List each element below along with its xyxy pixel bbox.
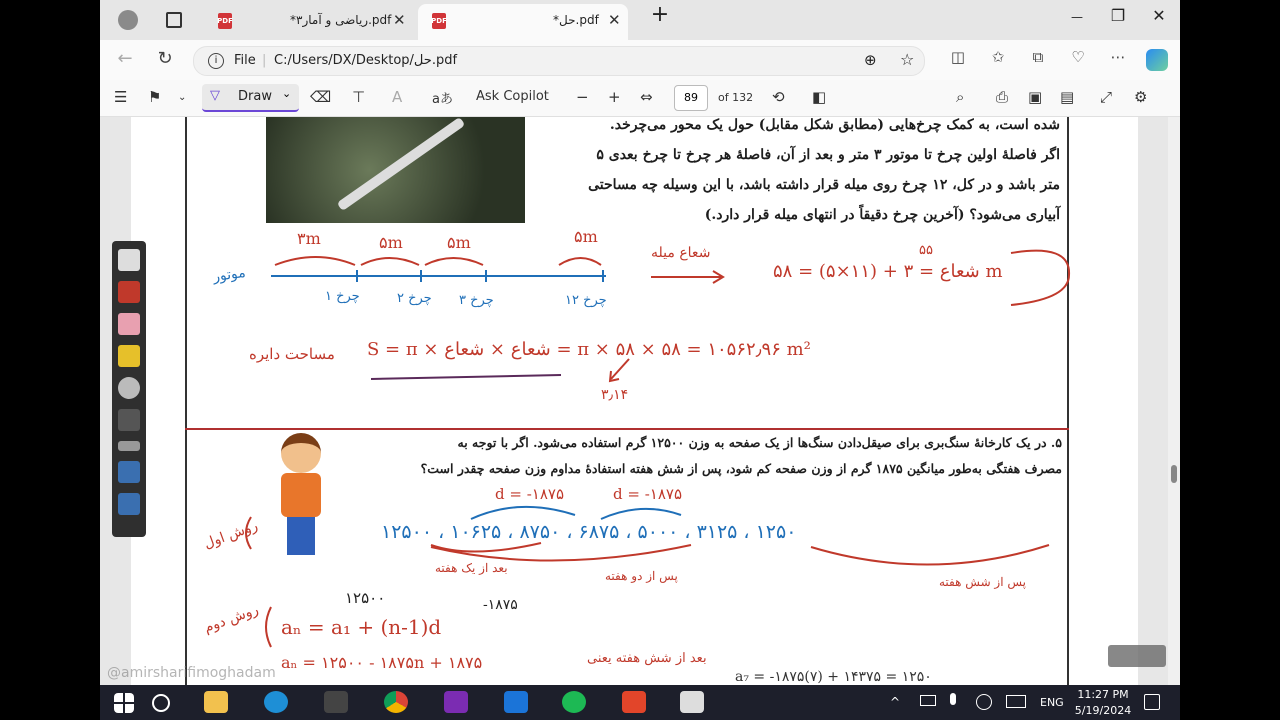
close-icon[interactable]: ✕ [393,11,406,29]
new-tab-button[interactable]: + [650,2,670,27]
zoom-in-icon[interactable]: + [608,88,621,106]
eraser-icon[interactable]: ⌫ [310,88,332,106]
answer-bracket [1011,251,1069,305]
search-icon[interactable]: ⌕ [956,88,965,106]
address-bar [100,40,1180,80]
wheel-3-label: چرخ ۳ [459,293,494,308]
whiteboard-icon[interactable] [680,691,704,713]
brace-4 [559,258,601,265]
brace-2 [361,258,419,265]
six-weeks-note: بعد از شش هفته یعنی [587,651,707,666]
url-text: C:/Users/DX/Desktop/حل.pdf [274,53,458,68]
language-indicator[interactable]: ENG [1040,696,1064,709]
tab-title: *حل.pdf [553,13,599,27]
settings-icon[interactable]: ⚙ [1134,88,1148,106]
profile-icon[interactable] [118,10,138,30]
favorites-icon[interactable]: ✩ [991,48,1005,66]
after-six-weeks: پس از شش هفته [939,575,1027,589]
text-box-icon[interactable]: ⊤ [352,88,366,106]
pen-icon: ▽ [210,88,220,103]
chrome-icon[interactable] [384,691,408,713]
draw-button[interactable] [202,84,299,112]
after-two-weeks: پس از دو هفته [605,569,678,583]
tab-riazi[interactable] [210,6,410,36]
area-formula: S = π × شعاع × شعاع = π × ۵۸ × ۵۸ = ۱۰۵۶۲٫۹۶ m² [367,339,811,360]
fifty-five-label: ۵۵ [919,243,933,258]
motor-label: موتور [212,264,247,286]
save-as-icon[interactable]: ▤ [1060,88,1075,106]
scrollbar[interactable] [1168,117,1180,685]
fullscreen-icon[interactable]: ⤢ [1100,88,1113,106]
restore-button[interactable]: ❐ [1110,6,1126,25]
pdf-page [107,117,1138,685]
eraser-icon[interactable] [118,313,140,335]
d-value: -۱۸۷۵ [483,597,518,613]
clock-date[interactable]: 5/19/2024 [1074,704,1132,717]
arc-lower-2 [431,545,691,561]
problem5-line-1: ۵. در یک کارخانهٔ سنگ‌بری برای صیقل‌دادن سنگ‌ها از یک صفحه به وزن ۱۲۵۰۰ گرم استفاده می‌شود. اگر با توجه به [457,435,1062,450]
clock-time[interactable]: 11:27 PM [1077,688,1129,701]
watermark: @amirsharifimoghadam [107,665,276,681]
back-icon[interactable]: ← [117,48,133,69]
copilot-icon[interactable] [1146,49,1168,71]
seg-label-1: ۳m [297,229,321,248]
chevron-up-icon[interactable]: ^ [890,695,901,709]
highlight-icon[interactable]: ⚑ [148,88,162,106]
dots-label: ... [529,265,543,281]
tab-title: *ریاضی و آمار۳.pdf [290,13,392,27]
overlay-controls[interactable] [1108,645,1166,667]
section-divider [185,428,1069,430]
red-pen-icon[interactable] [118,281,140,303]
browser-window [100,0,1180,685]
method2-paren [266,607,271,647]
fit-page-icon[interactable]: ⇔ [640,88,653,106]
seg-label-2: ۵m [379,233,403,252]
method2-label: روش دوم [201,601,261,637]
sequence: ۱۲۵۰۰ ، ۱۰۶۲۵ ، ۸۷۵۰ ، ۶۸۷۵ ، ۵۰۰۰ ، ۳۱۲۵ ، ۱۲۵۰ [381,521,797,543]
tab-actions-icon[interactable] [166,12,182,28]
translate-icon[interactable]: aあ [432,92,453,107]
edge-icon[interactable] [264,691,288,713]
keyboard-icon[interactable] [1006,695,1026,708]
ink-palette [112,241,146,537]
common-difference-2: d = -۱۸۷۵ [613,485,683,503]
save-icon[interactable]: ▣ [1028,88,1043,106]
browser-essentials-icon[interactable]: ♡ [1071,48,1085,66]
page-view-icon[interactable]: ◧ [812,88,827,106]
url-field[interactable] [193,46,925,76]
favorite-icon[interactable]: ☆ [900,50,915,69]
refresh-icon[interactable]: ↻ [157,48,173,69]
search-icon[interactable] [152,694,170,712]
pdf-icon: PDF [432,13,446,29]
problem4-line-4: آبیاری می‌شود؟ (آخرین چرخ دقیقاً در انتهای میله قرار دارد.) [704,207,1060,223]
start-icon[interactable] [114,693,134,713]
onenote-icon[interactable] [444,691,468,713]
brace-1 [275,257,355,265]
pdf-toolbar [100,80,1180,117]
snagit-icon[interactable] [622,691,646,713]
page-number-input[interactable]: 89 [674,85,708,111]
document-area [100,117,1180,685]
page-total: of 132 [718,91,754,104]
highlighter-icon[interactable] [118,345,140,367]
chevron-down-icon: ⌄ [282,87,292,100]
general-term-formula: aₙ = a₁ + (n-1)d [281,615,442,639]
notification-icon[interactable] [1144,694,1160,710]
tab-bar [100,0,1180,40]
ask-copilot-button[interactable]: Ask Copilot [476,89,549,104]
radius-label: شعاع میله [651,245,711,261]
arc-upper-1 [471,507,575,519]
info-icon[interactable]: i [208,53,224,69]
file-explorer-icon[interactable] [204,691,228,713]
globe-icon[interactable] [976,694,992,710]
spotify-icon[interactable] [562,691,586,713]
seg-label-4: ۵m [574,227,598,246]
formula-underline [371,375,561,379]
zoom-out-icon[interactable]: − [576,88,589,106]
tab-hal[interactable] [418,4,628,40]
problem5-line-2: مصرف هفتگی به‌طور میانگین ۱۸۷۵ گرم از وزن صفحه کم شود، پس از شش هفته استفادهٔ مداوم وزن صفحه چقدر است؟ [420,461,1062,476]
arc-lower-6 [811,545,1049,565]
bottom-partial-equation: a₇ = -۱۸۷۵(۷) + ۱۴۳۷۵ = ۱۲۵۰ [735,669,932,685]
screen-icon[interactable] [118,461,140,483]
close-window-button[interactable]: ✕ [1152,6,1166,25]
problem4-line-3: متر باشد و در کل، ۱۲ چرخ روی میله قرار داشته باشد، با این وسیله چه مساحتی [588,177,1060,193]
problem4-line-1: شده است، به کمک چرخ‌هایی (مطابق شکل مقابل) حول یک محور می‌چرخد. [609,117,1060,133]
taskbar [100,685,1180,720]
chevron-down-icon[interactable]: ⌄ [178,92,187,103]
general-term-formula-2: aₙ = ۱۲۵۰۰ - ۱۸۷۵n + ۱۸۷۵ [281,653,483,672]
battery-icon[interactable] [920,695,936,706]
wheel-1-label: چرخ ۱ [325,289,360,304]
pi-value: ۳٫۱۴ [601,387,629,403]
radius-equation: شعاع = ۳ + (۱۱×۵) = ۵۸ m [773,261,1003,282]
wheel-12-label: چرخ ۱۲ [565,293,607,308]
boy-head [281,433,321,473]
brace-3 [425,258,483,265]
contents-icon[interactable]: ☰ [114,88,128,106]
common-difference-1: d = -۱۸۷۵ [495,485,565,503]
wheel-2-label: چرخ ۲ [397,291,432,306]
after-one-week: بعد از یک هفته [435,561,508,575]
capture-icon[interactable] [118,493,140,515]
print-icon[interactable]: ⎙ [996,88,1009,106]
arc-upper-2 [601,509,681,519]
mail-icon[interactable] [504,691,528,713]
seg-label-3: ۵m [447,233,471,252]
minimize-button[interactable]: — [1071,10,1083,24]
read-aloud-icon[interactable]: A [392,88,403,106]
rotate-icon[interactable]: ⟲ [772,88,785,106]
file-label: File [234,53,256,68]
more-icon[interactable]: ⋯ [1110,48,1126,66]
close-icon[interactable]: ✕ [608,11,621,29]
zoom-icon[interactable]: ⊕ [864,51,877,69]
split-screen-icon[interactable]: ◫ [950,48,966,66]
a1-value: ۱۲۵۰۰ [345,589,386,607]
scrollbar-thumb[interactable] [1171,465,1177,483]
pen-icon[interactable] [118,249,140,271]
problem4-line-2: اگر فاصلهٔ اولین چرخ تا موتور ۳ متر و بعد از آن، فاصلهٔ هر چرخ تا چرخ بعدی ۵ [596,147,1060,163]
pi-arrow [611,359,629,379]
url-divider: | [262,53,267,68]
pdf-icon: PDF [218,13,232,29]
method1-label: روش اول [201,517,260,553]
area-label: مساحت دایره [249,345,335,363]
laser-icon[interactable] [118,409,140,431]
ruler-icon[interactable] [118,441,140,451]
draw-label: Draw [238,89,272,104]
store-icon[interactable] [324,691,348,713]
mic-icon[interactable] [950,693,956,705]
collections-icon[interactable]: ⧉ [1032,48,1044,66]
pointer-icon[interactable] [118,377,140,399]
